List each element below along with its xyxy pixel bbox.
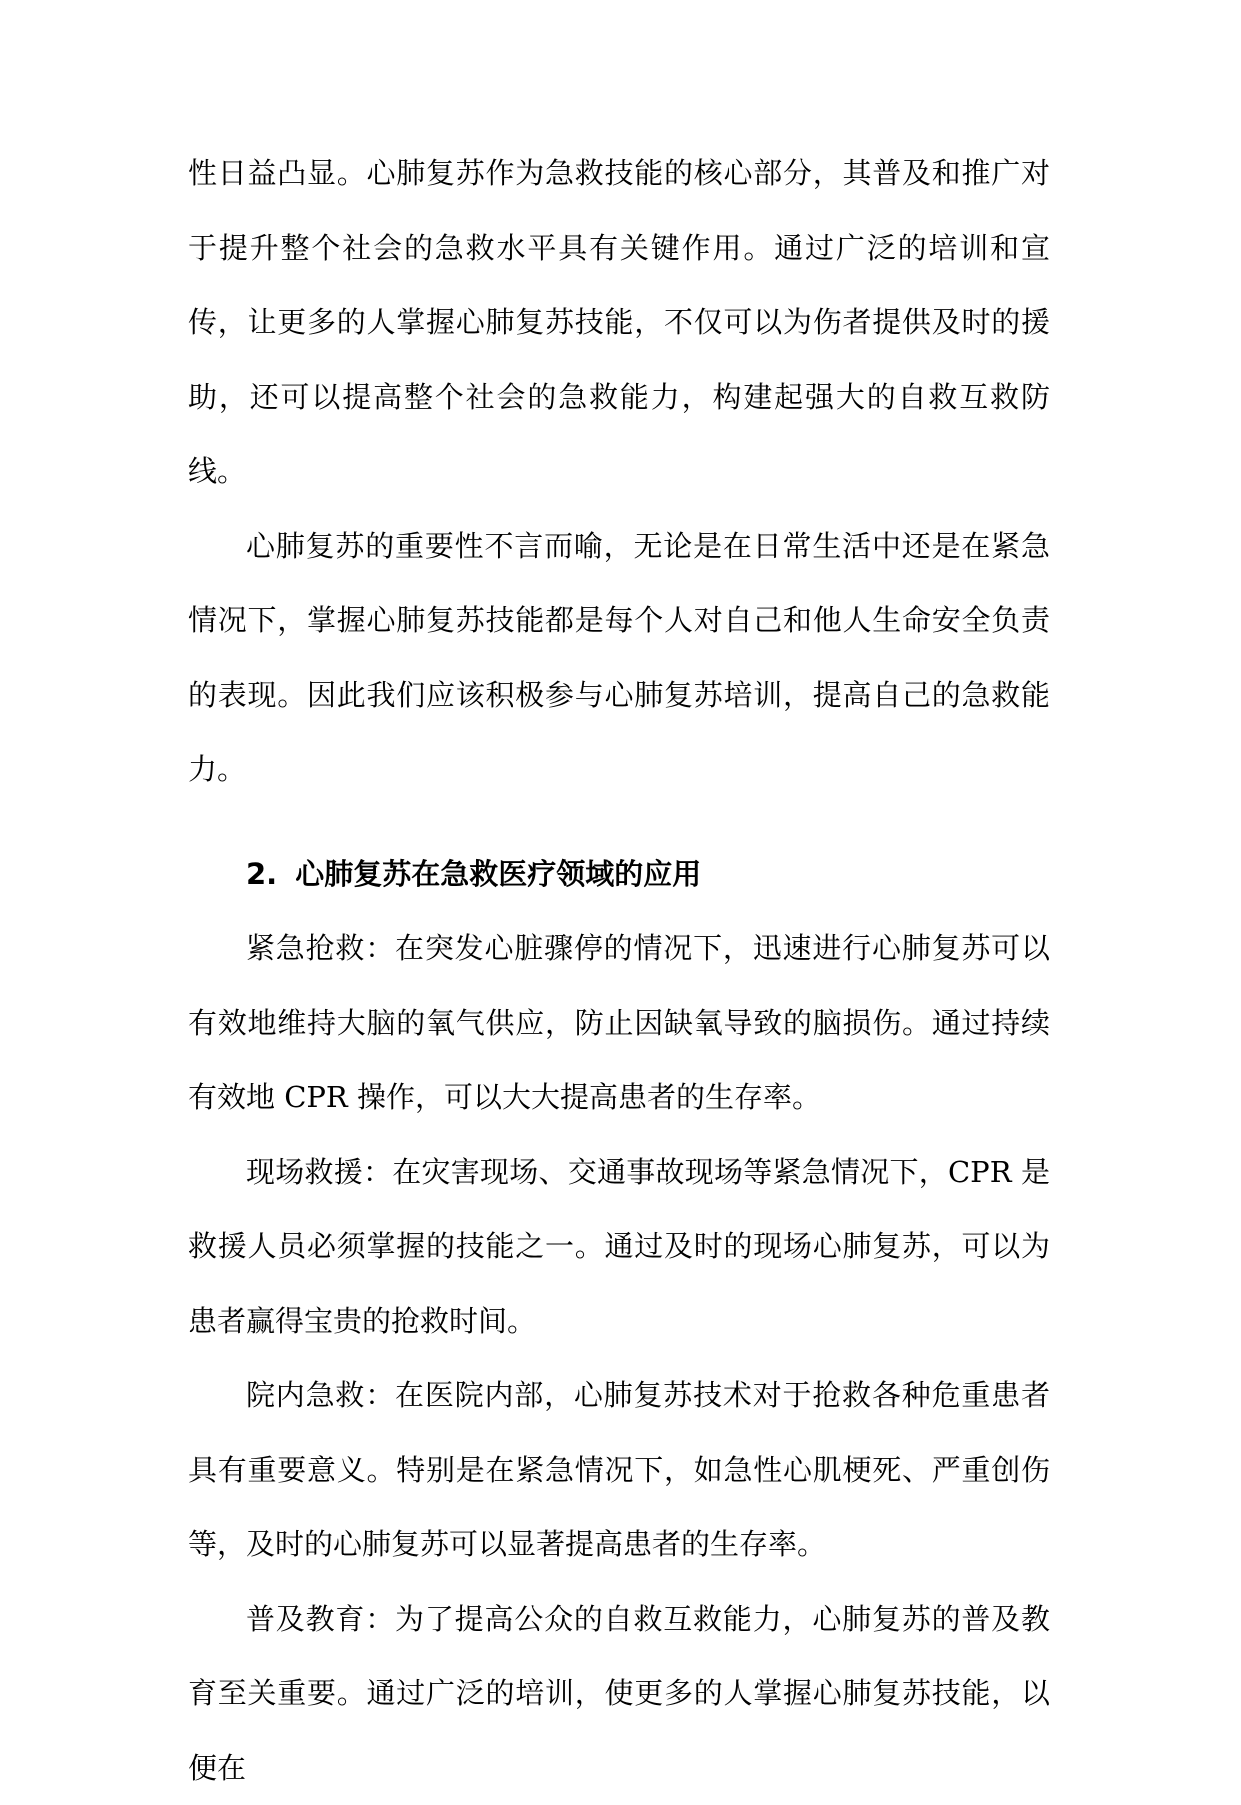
paragraph-emergency-rescue: 紧急抢救：在突发心脏骤停的情况下，迅速进行心肺复苏可以有效地维持大脑的氧气供应，防止因缺氧导致的脑损伤。通过持续有效地 CPR 操作，可以大大提高患者的生存率。 xyxy=(188,911,1050,1135)
paragraph-in-hospital: 院内急救：在医院内部，心肺复苏技术对于抢救各种危重患者具有重要意义。特别是在紧急情况下，如急性心肌梗死、严重创伤等，及时的心肺复苏可以显著提高患者的生存率。 xyxy=(188,1358,1050,1582)
paragraph-intro-continuation: 性日益凸显。心肺复苏作为急救技能的核心部分，其普及和推广对于提升整个社会的急救水平具有关键作用。通过广泛的培训和宣传，让更多的人掌握心肺复苏技能，不仅可以为伤者提供及时的援助，还可以提高整个社会的急救能力，构建起强大的自救互救防线。 xyxy=(188,136,1050,509)
paragraph-importance: 心肺复苏的重要性不言而喻，无论是在日常生活中还是在紧急情况下，掌握心肺复苏技能都是每个人对自己和他人生命安全负责的表现。因此我们应该积极参与心肺复苏培训，提高自己的急救能力。 xyxy=(188,509,1050,807)
document-body xyxy=(188,136,1050,1805)
section-number: 2. xyxy=(246,837,277,912)
paragraph-education: 普及教育：为了提高公众的自救互救能力，心肺复苏的普及教育至关重要。通过广泛的培训，使更多的人掌握心肺复苏技能，以便在 xyxy=(188,1582,1050,1805)
section-heading xyxy=(188,837,1050,912)
paragraph-onsite-rescue: 现场救援：在灾害现场、交通事故现场等紧急情况下，CPR 是救援人员必须掌握的技能之一。通过及时的现场心肺复苏，可以为患者赢得宝贵的抢救时间。 xyxy=(188,1135,1050,1359)
section-title: 心肺复苏在急救医疗领域的应用 xyxy=(295,857,701,891)
